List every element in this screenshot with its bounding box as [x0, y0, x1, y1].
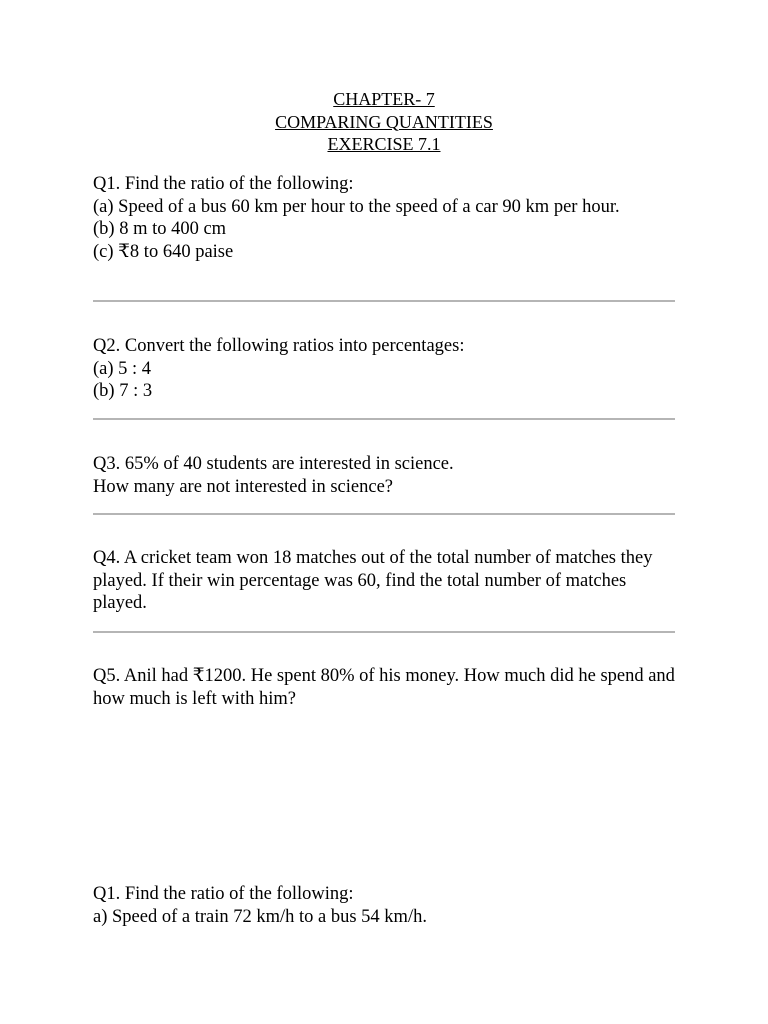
exercise-heading: EXERCISE 7.1	[327, 134, 441, 154]
question-5-text: Q5. Anil had ₹1200. He spent 80% of his money. How much did he spend and how much is left with him?	[93, 666, 675, 709]
question-3-line-1: Q3. 65% of 40 students are interested in science.	[93, 454, 454, 474]
question-3	[93, 453, 675, 498]
question-3-line-2: How many are not interested in science?	[93, 476, 393, 497]
question-4-text: Q4. A cricket team won 18 matches out of the total number of matches they played. If their win percentage was 60, find the total number of matches played.	[93, 548, 653, 613]
section-2-question-1-prompt: Q1. Find the ratio of the following:	[93, 884, 354, 904]
document-header	[0, 88, 768, 156]
question-2-part-a: (a) 5 : 4	[93, 358, 152, 379]
question-1-part-b: (b) 8 m to 400 cm	[93, 219, 227, 239]
divider	[93, 513, 675, 515]
question-1-part-a: (a) Speed of a bus 60 km per hour to the speed of a car 90 km per hour.	[93, 196, 620, 217]
chapter-title: COMPARING QUANTITIES	[275, 111, 493, 132]
chapter-heading: CHAPTER- 7	[333, 89, 435, 109]
question-1	[93, 173, 675, 263]
divider	[93, 300, 675, 302]
question-2-part-b: (b) 7 : 3	[93, 381, 153, 401]
question-4	[93, 547, 675, 615]
exercise-section-2	[93, 883, 675, 928]
question-2	[93, 335, 675, 403]
divider	[93, 631, 675, 633]
question-5	[93, 665, 675, 710]
question-1-prompt: Q1. Find the ratio of the following:	[93, 174, 354, 194]
divider	[93, 418, 675, 420]
question-1-part-c: (c) ₹8 to 640 paise	[93, 241, 234, 262]
section-2-question-1-part-a: a) Speed of a train 72 km/h to a bus 54 km/h.	[93, 906, 427, 927]
question-2-prompt: Q2. Convert the following ratios into percentages:	[93, 336, 465, 356]
